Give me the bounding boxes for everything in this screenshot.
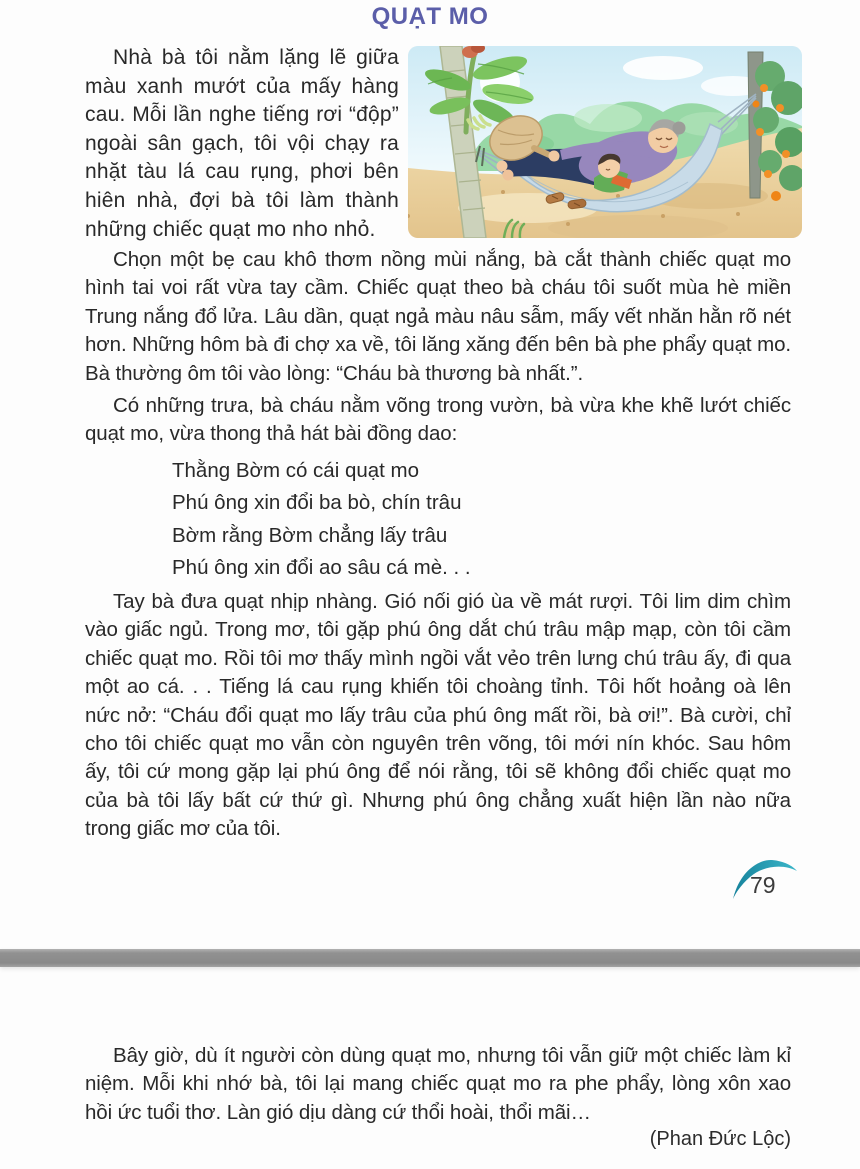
poem-line: Phú ông xin đổi ao sâu cá mè. . . [172,556,471,580]
story-illustration [408,46,802,238]
author-credit: (Phan Đức Lộc) [649,1128,791,1150]
section-divider-bar [0,949,860,967]
page-number: 79 [750,872,776,898]
story-paragraph-1: Nhà bà tôi nằm lặng lẽ giữa màu xanh mướt của mấy hàng cau. Mỗi lần nghe tiếng rơi “độp” ngoài sân gạch, tôi vội chạy ra nhặt tàu lá cau rụng, phơi bên hiên nhà, đợi bà tôi làm thành những chiếc quạt mo nho nhỏ. [85,46,399,241]
hammock-scene-svg [408,46,802,238]
cloud [623,56,703,80]
poem-line: Phú ông xin đổi ba bò, chín trâu [172,491,462,515]
page-swoosh-icon [688,852,806,910]
story-paragraph-3: Có những trưa, bà cháu nằm võng trong vườn, bà vừa khe khẽ lướt chiếc quạt mo, vừa thong thả hát bài đồng dao: [85,394,791,446]
story-paragraph-4: Tay bà đưa quạt nhịp nhàng. Gió nối gió ùa về mát rượi. Tôi lim dim chìm vào giấc ngủ. Trong mơ, tôi gặp phú ông dắt chú trâu mập mạp, còn tôi cầm chiếc quạt mo. Rồi tôi mơ thấy mình ngồi vắt vẻo trên lưng chú trâu ấy, đi qua một ao cá. . . Tiếng lá cau rụng khiến tôi choàng tỉnh. Tôi hốt hoảng oà lên nức nở: “Cháu đổi quạt mo lấy trâu của phú ông mất rồi, bà ơi!”. Bà cười, chỉ cho tôi chiếc quạt mo vẫn còn nguyên trên võng, tôi mới nín khóc. Sau hôm ấy, tôi cứ mong gặp lại phú ông để nói rằng, tôi sẽ không đổi chiếc quạt mo của bà tôi lấy bất cứ thứ gì. Nhưng phú ông chẳng xuất hiện lần nào nữa trong giấc mơ của tôi. [85,590,791,841]
poem-line: Thằng Bờm có cái quạt mo [172,459,420,482]
page-title: QUẠT MO [371,3,489,30]
folk-song-block [172,455,471,585]
poem-line: Bờm rằng Bờm chẳng lấy trâu [172,523,448,547]
story-paragraph-2: Chọn một bẹ cau khô thơm nồng mùi nắng, bà cắt thành chiếc quạt mo hình tai voi rất vừa tay cầm. Chiếc quạt theo bà cháu tôi suốt mùa hè miền Trung nắng đổ lửa. Lâu dần, quạt ngả màu nâu sẫm, mấy vết nhăn hằn rõ nét hơn. Những hôm bà đi chợ xa về, tôi lăng xăng đến bên bà phe phẩy quạt mo. Bà thường ôm tôi vào lòng: “Cháu bà thương bà nhất.”. [85,248,791,385]
page-number-block [688,852,806,910]
story-paragraph-5: Bây giờ, dù ít người còn dùng quạt mo, nhưng tôi vẫn giữ một chiếc làm kỉ niệm. Mỗi khi nhớ bà, tôi lại mang chiếc quạt mo ra phe phẩy, lòng xôn xao hồi ức tuổi thơ. Làn gió dịu dàng cứ thổi hoài, thổi mãi… [85,1044,791,1124]
